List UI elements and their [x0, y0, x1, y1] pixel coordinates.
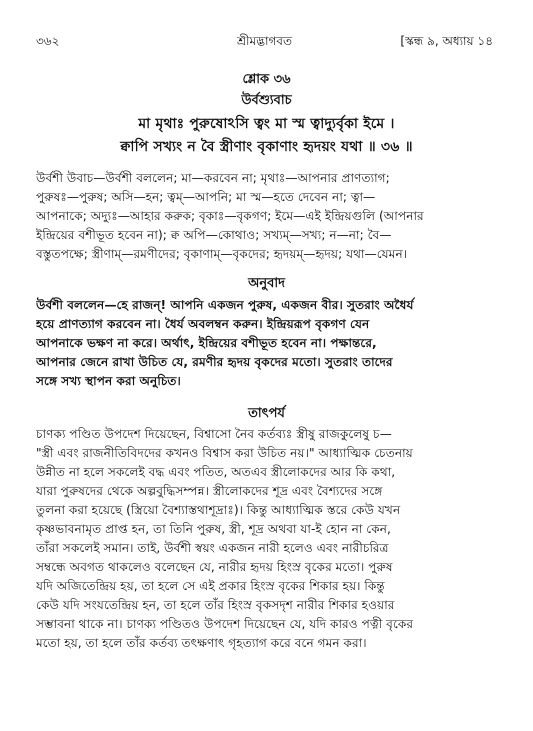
purport-line: কেউ যদি সংযতেন্দ্রিয় হন, তা হলে তাঁর হিংস্র বৃকসদৃশ নারীর শিকার হওয়ার: [36, 598, 395, 612]
purport-line: যদি অজিতেন্দ্রিয় হয়, তা হলে সে এই প্রকার হিংস্র বৃকের শিকার হয়। কিন্তু: [36, 579, 385, 593]
purport-section: [36, 425, 493, 653]
verse-speaker: উর্বশ্যুবাচ: [241, 93, 292, 108]
translation-section: [36, 296, 493, 391]
synonyms-line: ইন্দ্রিয়ের বশীভূত হবেন না); ক্ব অপি—কোথাও; সখ্যম্—সখ্য; ন—না; বৈ—: [36, 228, 392, 242]
translation-line: হয়ে প্রাণত্যাগ করবেন না। ধৈর্য অবলম্বন করুন। ইন্দ্রিয়রূপ বৃকগণ যেন: [36, 317, 370, 331]
purport-line: যারা পুরুষদের থেকে অল্পবুদ্ধিসম্পন্ন। স্ত্রীলোকদের শূদ্র এবং বৈশ্যদের সঙ্গে: [36, 484, 383, 498]
translation-line: আপনাকে ভক্ষণ না করে। অর্থাৎ, ইন্দ্রিয়ের বশীভূত হবেন না। পক্ষান্তরে,: [36, 336, 377, 350]
verse-line: ক্বাপি সখ্যং ন বৈ স্ত্রীণাং বৃকাণাং হৃদয়ং যথা ॥ ৩৬ ॥: [120, 139, 413, 155]
purport-line: মতো হয়, তা হলে তাঁর কর্তব্য তৎক্ষণাৎ গৃহত্যাগ করে বনে গমন করা।: [36, 636, 367, 650]
purport-line: তাঁরা সকলেই সমান। তাই, উর্বশী স্বয়ং একজন নারী হলেও এবং নারীচরিত্র: [36, 541, 389, 555]
translation-line: আপনার জেনে রাখা উচিত যে, রমণীর হৃদয় বৃকদের মতো। সুতরাং তাদের: [36, 355, 393, 369]
purport-line: সম্বন্ধে অবগত থাকলেও বলেছেন যে, নারীর হৃদয় হিংস্র বৃকের মতো। পুরুষ: [36, 560, 393, 574]
page-number: ৩৬২: [36, 34, 60, 48]
synonyms-line: উর্বশী উবাচ—উর্বশী বললেন; মা—করবেন না; মৃথাঃ—আপনার প্রাণত্যাগ;: [36, 171, 390, 185]
book-title: শ্রীমদ্ভাগবত: [236, 34, 292, 48]
page-header: [36, 33, 493, 53]
purport-heading: তাৎপর্য: [248, 406, 285, 421]
chapter-reference: [স্কন্ধ ৯, অধ্যায় ১৪: [400, 34, 493, 48]
translation-line: সঙ্গে সখ্য স্থাপন করা অনুচিত।: [36, 374, 181, 388]
synonyms-section: [36, 169, 493, 264]
verse-number-heading: শ্লোক ৩৬: [242, 72, 291, 87]
purport-line: সম্ভাবনা থাকে না। চাণক্য পণ্ডিতও উপদেশ দিয়েছেন যে, যদি কারও পত্নী বৃকের: [36, 617, 414, 631]
purport-line: চাণক্য পণ্ডিত উপদেশ দিয়েছেন, বিশ্বাসো নৈব কর্তব্যঃ স্ত্রীষু রাজকুলেষু চ—: [36, 427, 392, 441]
translation-heading: অনুবাদ: [248, 276, 285, 291]
purport-line: "স্ত্রী এবং রাজনীতিবিদদের কখনও বিশ্বাস করা উচিত নয়।" আধ্যাত্মিক চেতনায়: [36, 446, 413, 460]
synonyms-line: বস্তুতপক্ষে; স্ত্রীণাম্—রমণীদের; বৃকাণাম্—বৃকদের; হৃদয়ম্—হৃদয়; যথা—যেমন।: [36, 247, 408, 261]
purport-line: কৃষ্ণভাবনামৃত প্রাপ্ত হন, তা তিনি পুরুষ, স্ত্রী, শূদ্র অথবা যা-ই হোন না কেন,: [36, 522, 391, 536]
verse-line: মা মৃথাঃ পুরুষোঽসি ত্বং মা স্ম ত্বাদ্যুর্বৃকা ইমে ।: [138, 116, 395, 132]
translation-line: উর্বশী বললেন—হে রাজন্! আপনি একজন পুরুষ, একজন বীর। সুতরাং অধৈর্য: [36, 298, 414, 312]
synonyms-line: আপনাকে; অদ্যুঃ—আহার করুক; বৃকাঃ—বৃকগণ; ইমে—এই ইন্দ্রিয়গুলি (আপনার: [36, 209, 424, 223]
purport-line: উন্নীত না হলে সকলেই বদ্ধ এবং পতিত, অতএব স্ত্রীলোকদের আর কি কথা,: [36, 465, 396, 479]
purport-line: তুলনা করা হয়েছে (স্ত্রিয়ো বৈশ্যাস্তথাশূদ্রাঃ)। কিন্তু আধ্যাত্মিক স্তরে কেউ যখন: [36, 503, 401, 517]
synonyms-line: পুরুষঃ—পুরুষ; অসি—হন; ত্বম্—আপনি; মা স্ম—হতে দেবেন না; ত্বা—: [36, 190, 376, 204]
